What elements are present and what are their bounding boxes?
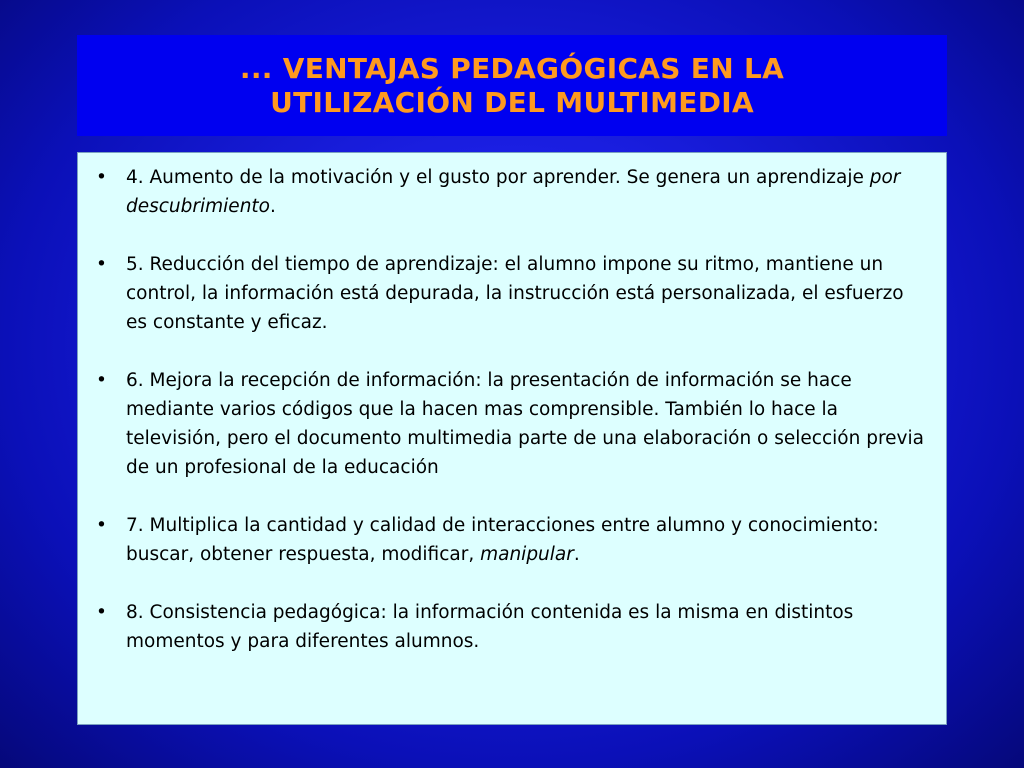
bullet-text: 5. Reducción del tiempo de aprendizaje: el alumno impone su ritmo, mantiene un control, la información está depurada, la instrucción está personalizada, el esfuerzo es constante y eficaz. <box>126 254 904 333</box>
bullet-text: 4. Aumento de la motivación y el gusto por aprender. Se genera un aprendizaje <box>126 167 870 188</box>
bullet-item-5 <box>90 250 928 337</box>
bullet-text: 7. Multiplica la cantidad y calidad de interacciones entre alumno y conocimiento: buscar, obtener respuesta, modificar, <box>126 515 879 565</box>
bullet-emphasis: manipular <box>480 544 574 565</box>
bullet-icon: • <box>96 254 107 275</box>
bullet-tail: . <box>573 544 580 565</box>
bullet-text: 8. Consistencia pedagógica: la información contenida es la misma en distintos momentos y para diferentes alumnos. <box>126 602 854 652</box>
bullet-item-8 <box>90 598 928 656</box>
bullet-icon: • <box>96 370 107 391</box>
bullet-icon: • <box>96 515 107 536</box>
bullet-item-4 <box>90 163 928 221</box>
bullet-item-6 <box>90 366 928 482</box>
bullet-item-7 <box>90 511 928 569</box>
bullet-text: 6. Mejora la recepción de información: la presentación de información se hace mediante varios códigos que la hacen mas comprensible. También lo hace la televisión, pero el documento multimedia parte de una elaboración o selección previa de un profesional de la educación <box>126 370 924 478</box>
bullet-icon: • <box>96 602 107 623</box>
bullet-emphasis: por descubrimiento <box>126 167 901 217</box>
slide-title-line-2: UTILIZACIÓN DEL MULTIMEDIA <box>270 85 754 119</box>
bullet-icon: • <box>96 167 107 188</box>
slide-title-box <box>77 35 947 136</box>
bullet-list <box>90 163 928 656</box>
slide-title-line-1: ... VENTAJAS PEDAGÓGICAS EN LA <box>239 51 785 85</box>
bullet-tail: . <box>270 196 276 217</box>
content-box <box>77 152 947 725</box>
